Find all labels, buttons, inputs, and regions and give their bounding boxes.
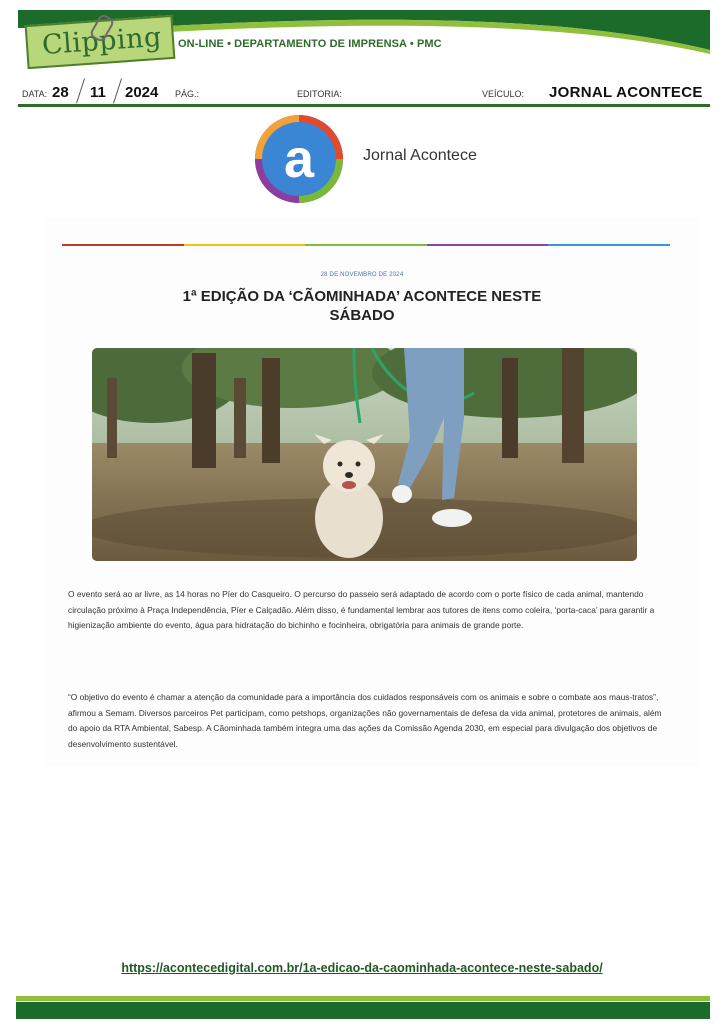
article-title: 1ª EDIÇÃO DA ‘CÃOMINHADA’ ACONTECE NESTE SÁBADO [182,288,542,324]
vehicle-label: VEÍCULO: [482,89,525,99]
footer-band [16,996,710,1019]
header-divider [18,104,710,107]
date-year: 2024 [125,84,159,101]
page-label: PÁG.: [175,89,200,99]
logo-name: Jornal Acontece [363,147,477,164]
date-month: 11 [90,84,106,101]
clipping-meta-row [22,84,712,104]
section-label: EDITORIA: [297,89,342,99]
date-day: 28 [52,84,69,101]
dog-walk-photo [92,348,637,561]
clipping-badge-text: Clipping [41,21,163,62]
vehicle-name: JORNAL ACONTECE [549,84,703,101]
date-separator [76,78,85,103]
acontece-logo-icon [244,111,354,207]
article-date: 28 DE NOVEMBRO DE 2024 [320,272,404,278]
date-label: DATA: [22,89,48,99]
article-paragraph: “O objetivo do evento é chamar a atenção da comunidade para a importância dos cuidados responsáveis com os animais e sobre o combate aos maus-tratos”, afirmou a Semam. Diversos parceiros Pet participam, como petshops, organizações não governamentais de defesa da vida animal, protetores de animais, além do apoio da RTA Ambiental, Sabesp. A Cãominhada também integra uma das ações da Comissão Agenda 2030, em especial para divulgação dos objetivos de desenvolvimento sustentável. [68,692,662,749]
logo-letter: a [283,129,315,189]
header-subtitle: ON-LINE • DEPARTAMENTO DE IMPRENSA • PMC [178,38,442,50]
date-separator [113,78,122,103]
article-paragraph: O evento será ao ar livre, as 14 horas no Píer do Casqueiro. O percurso do passeio será adaptado de acordo com o porte físico de cada animal, mantendo circulação próximo à Praça Independência, Píer e Calçadão. Além disso, é fundamental lembrar aos tutores de itens como coleira, ‘porta-caca’ para garantir a higienização ambiente do evento, água para hidratação do bichinho e focinheira, obrigatória para animais de grande porte. [68,589,655,631]
newspaper-logo [244,111,494,207]
color-rule [62,244,670,246]
article-photo [92,348,637,561]
source-link[interactable]: https://acontecedigital.com.br/1a-edicao-da-caominhada-acontece-neste-sabado/ [121,961,603,975]
